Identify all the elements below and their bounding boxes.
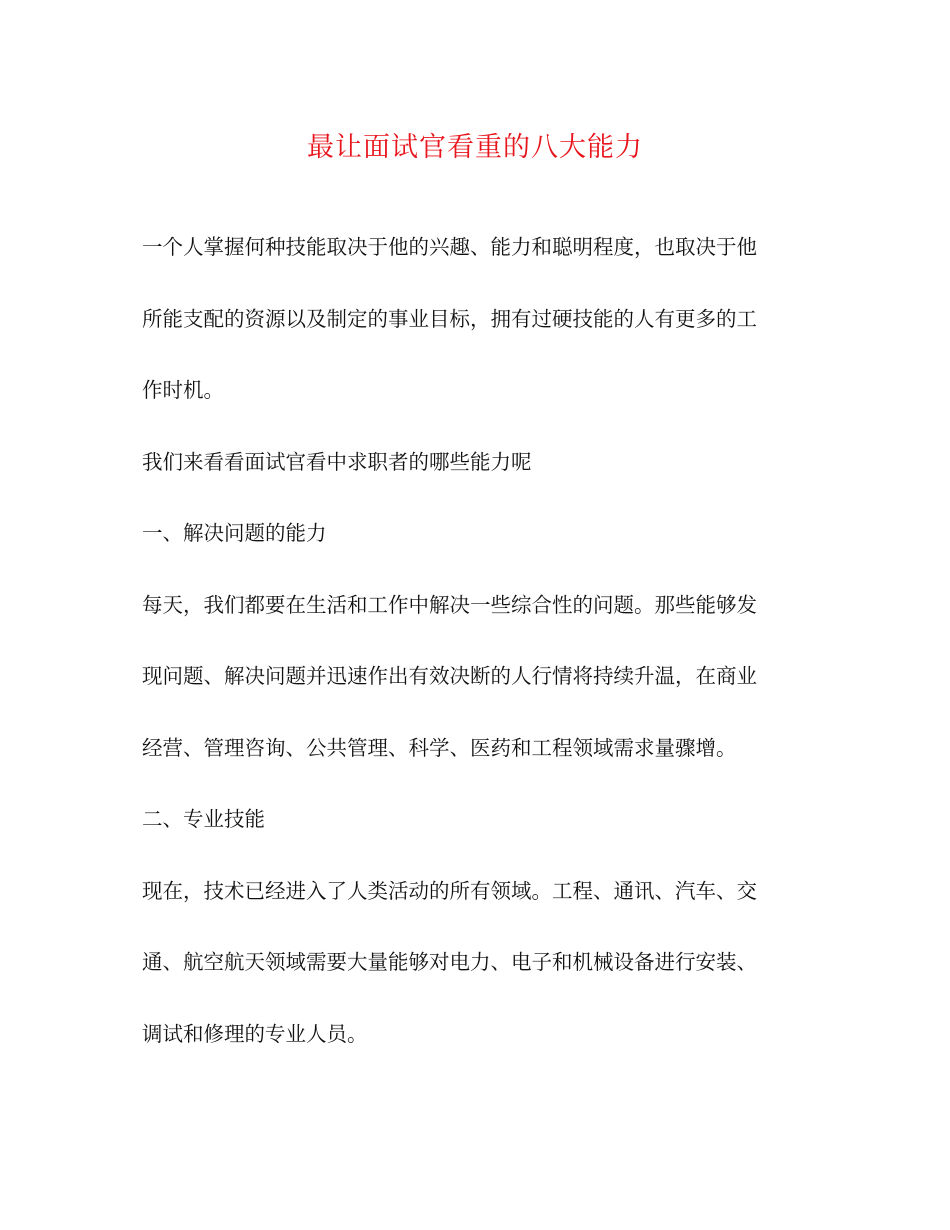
text-line: 我们来看看面试官看中求职者的哪些能力呢 bbox=[142, 449, 532, 474]
section-heading-problem-solving bbox=[142, 498, 802, 570]
document-title: 最让面试官看重的八大能力 bbox=[307, 132, 643, 163]
paragraph-professional-skills bbox=[142, 856, 802, 1071]
text-line: 通、航空航天领域需要大量能够对电力、电子和机械设备进行安装、 bbox=[142, 950, 757, 974]
text-line: 所能支配的资源以及制定的事业目标，拥有过硬技能的人有更多的工 bbox=[142, 306, 757, 331]
text-line: 现在，技术已经进入了人类活动的所有领域。工程、通讯、汽车、交 bbox=[142, 878, 757, 903]
text-line: 每天，我们都要在生活和工作中解决一些综合性的问题。那些能够发 bbox=[142, 592, 757, 617]
text-line: 调试和修理的专业人员。 bbox=[142, 1021, 368, 1046]
section-heading: 一、解决问题的能力 bbox=[142, 521, 327, 545]
document-body bbox=[142, 212, 802, 1070]
section-heading: 二、专业技能 bbox=[142, 807, 265, 831]
paragraph-intro bbox=[142, 212, 802, 427]
section-heading-professional-skills bbox=[142, 784, 802, 856]
text-line: 一个人掌握何种技能取决于他的兴趣、能力和聪明程度，也取决于他 bbox=[142, 235, 757, 259]
text-line: 经营、管理咨询、公共管理、科学、医药和工程领域需求量骤增。 bbox=[142, 735, 737, 760]
paragraph-lead-in bbox=[142, 427, 802, 499]
paragraph-problem-solving bbox=[142, 570, 802, 785]
text-line: 作时机。 bbox=[142, 378, 224, 402]
text-line: 现问题、解决问题并迅速作出有效决断的人行情将持续升温，在商业 bbox=[142, 664, 757, 688]
